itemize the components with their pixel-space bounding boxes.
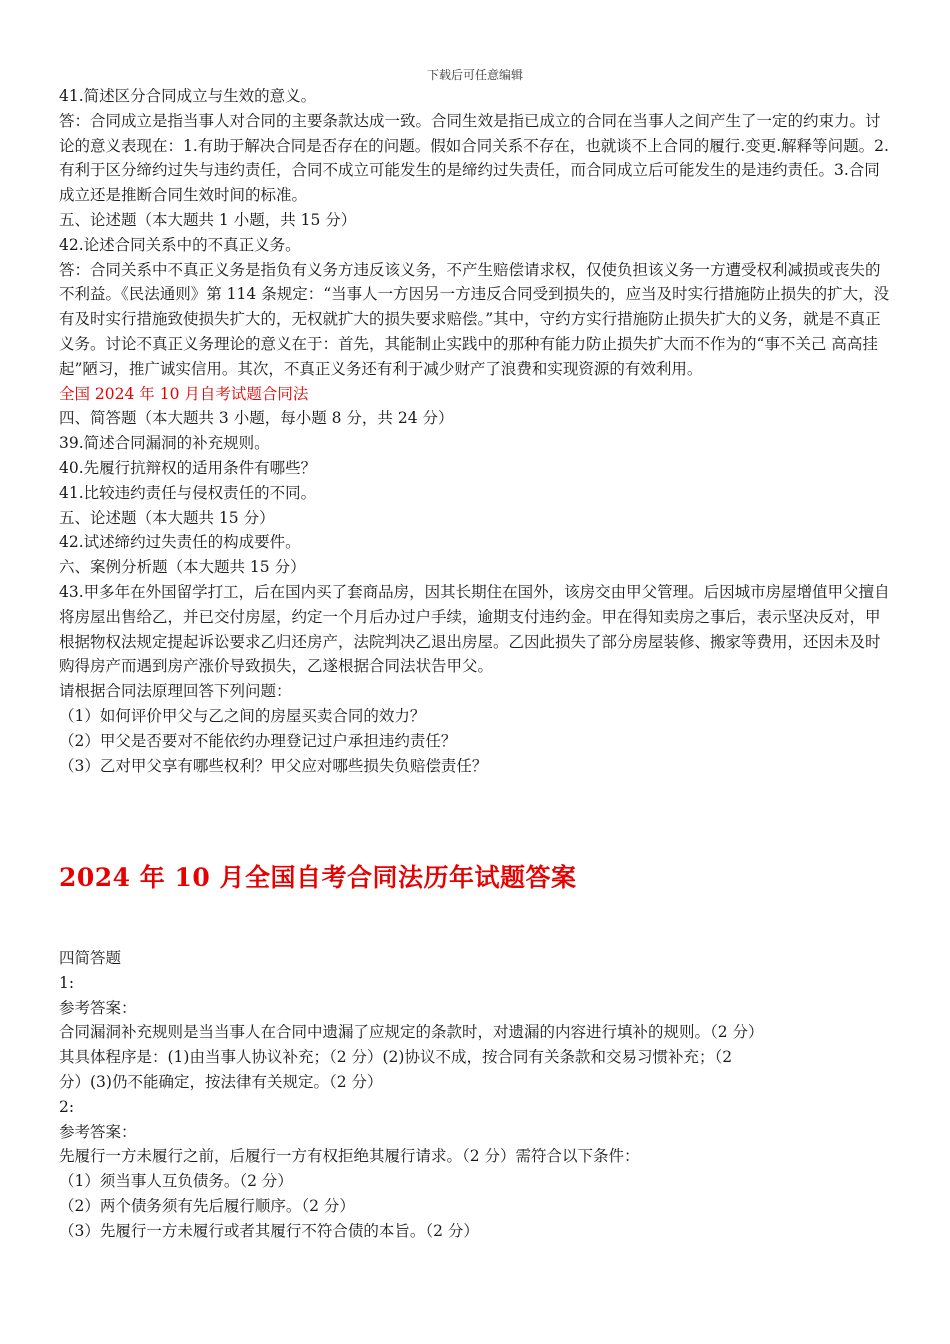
answer-item: （2）两个债务须有先后履行顺序。（2 分）: [59, 1196, 355, 1215]
section-heading: 五、论述题（本大题共 1 小题，共 15 分）: [59, 210, 357, 229]
answers-section: [59, 946, 764, 1244]
answer-item: （1）须当事人互负债务。（2 分）: [59, 1172, 293, 1191]
question-43: 43.甲多年在外国留学打工，后在国内买了套商品房，因其长期住在国外，该房交由甲父管理。后因城市房屋增值甲父擅自将房屋出售给乙，并已交付房屋，约定一个月后办过户手续，逾期支付违约金。甲在得知卖房之事后，表示坚决反对，甲根据物权法规定提起诉讼要求乙归还房产，法院判决乙退出房屋。乙因此损失了部分房屋装修、搬家等费用，还因未及时购得房产而遇到房产涨价导致损失，乙遂根据合同法状告甲父。: [59, 582, 890, 676]
page-header: 下载后可任意编辑: [426, 68, 523, 82]
section-heading: 四、简答题（本大题共 3 小题，每小题 8 分，共 24 分）: [59, 409, 454, 428]
answer-text: 其具体程序是：(1)由当事人协议补充；（2 分）(2)协议不成，按合同有关条款和交易习惯补充；（2 分）(3)仍不能确定，按法律有关规定。（2 分）: [59, 1048, 738, 1091]
answers-title: 2024 年 10 月全国自考合同法历年试题答案: [59, 863, 577, 892]
answer-text: 先履行一方未履行之前，后履行一方有权拒绝其履行请求。（2 分）需符合以下条件：: [59, 1147, 640, 1166]
answer-number: 2:: [59, 1097, 75, 1116]
answer-item: （3）先履行一方未履行或者其履行不符合债的本旨。（2 分）: [59, 1221, 479, 1240]
answer-text: 合同漏洞补充规则是当当事人在合同中遗漏了应规定的条款时，对遗漏的内容进行填补的规则。（2 分）: [59, 1023, 764, 1042]
answer-41: 答：合同成立是指当事人对合同的主要条款达成一致。合同生效是指已成立的合同在当事人之间产生了一定的约束力。讨论的意义表现在：1.有助于解决合同是否存在的问题。假如合同关系不存在，也就谈不上合同的履行.变更.解释等问题。2.有利于区分缔约过失与违约责任，合同不成立可能发生的是缔约过失责任，而合同成立后可能发生的是违约责任。3.合同成立还是推断合同生效时间的标准。: [59, 111, 889, 205]
answer-label: 参考答案：: [59, 1122, 137, 1141]
question-41: 41.简述区分合同成立与生效的意义。: [59, 87, 317, 105]
instruction: 请根据合同法原理回答下列问题：: [59, 682, 292, 701]
section-1: [59, 84, 894, 778]
exam-heading: 全国 2024 年 10 月自考试题合同法: [59, 384, 309, 403]
question-41: 41.比较违约责任与侵权责任的不同。: [59, 483, 317, 502]
section-heading: 六、案例分析题（本大题共 15 分）: [59, 558, 306, 577]
answer-label: 参考答案：: [59, 998, 137, 1017]
sub-question-2: （2）甲父是否要对不能依约办理登记过户承担违约责任？: [59, 731, 457, 750]
question-42: 42.试述缔约过失责任的构成要件。: [59, 533, 301, 552]
question-42: 42.论述合同关系中的不真正义务。: [59, 235, 301, 254]
answer-42: 答：合同关系中不真正义务是指负有义务方违反该义务，不产生赔偿请求权，仅使负担该义务一方遭受权利减损或丧失的不利益。《民法通则》第 114 条规定：“当事人一方因另一方违反合同受到损失的，应当及时实行措施防止损失的扩大，没有及时实行措施致使损失扩大的，无权就扩大的损失要求赔偿。”其中，守约方实行措施防止损失扩大的义务，就是不真正义务。讨论不真正义务理论的意义在于：首先，其能制止实践中的那种有能力防止损失扩大而不作为的“事不关己 高高挂起”陋习，推广诚实信用。其次，不真正义务还有利于减少财产了浪费和实现资源的有效利用。: [59, 260, 890, 378]
sub-question-3: （3）乙对甲父享有哪些权利？甲父应对哪些损失负赔偿责任？: [59, 756, 488, 775]
section-heading: 四简答题: [59, 949, 122, 967]
answer-number: 1:: [59, 973, 75, 992]
question-39: 39.简述合同漏洞的补充规则。: [59, 434, 270, 453]
question-40: 40.先履行抗辩权的适用条件有哪些？: [59, 458, 317, 477]
sub-question-1: （1）如何评价甲父与乙之间的房屋买卖合同的效力？: [59, 706, 426, 725]
section-heading: 五、论述题（本大题共 15 分）: [59, 508, 275, 527]
